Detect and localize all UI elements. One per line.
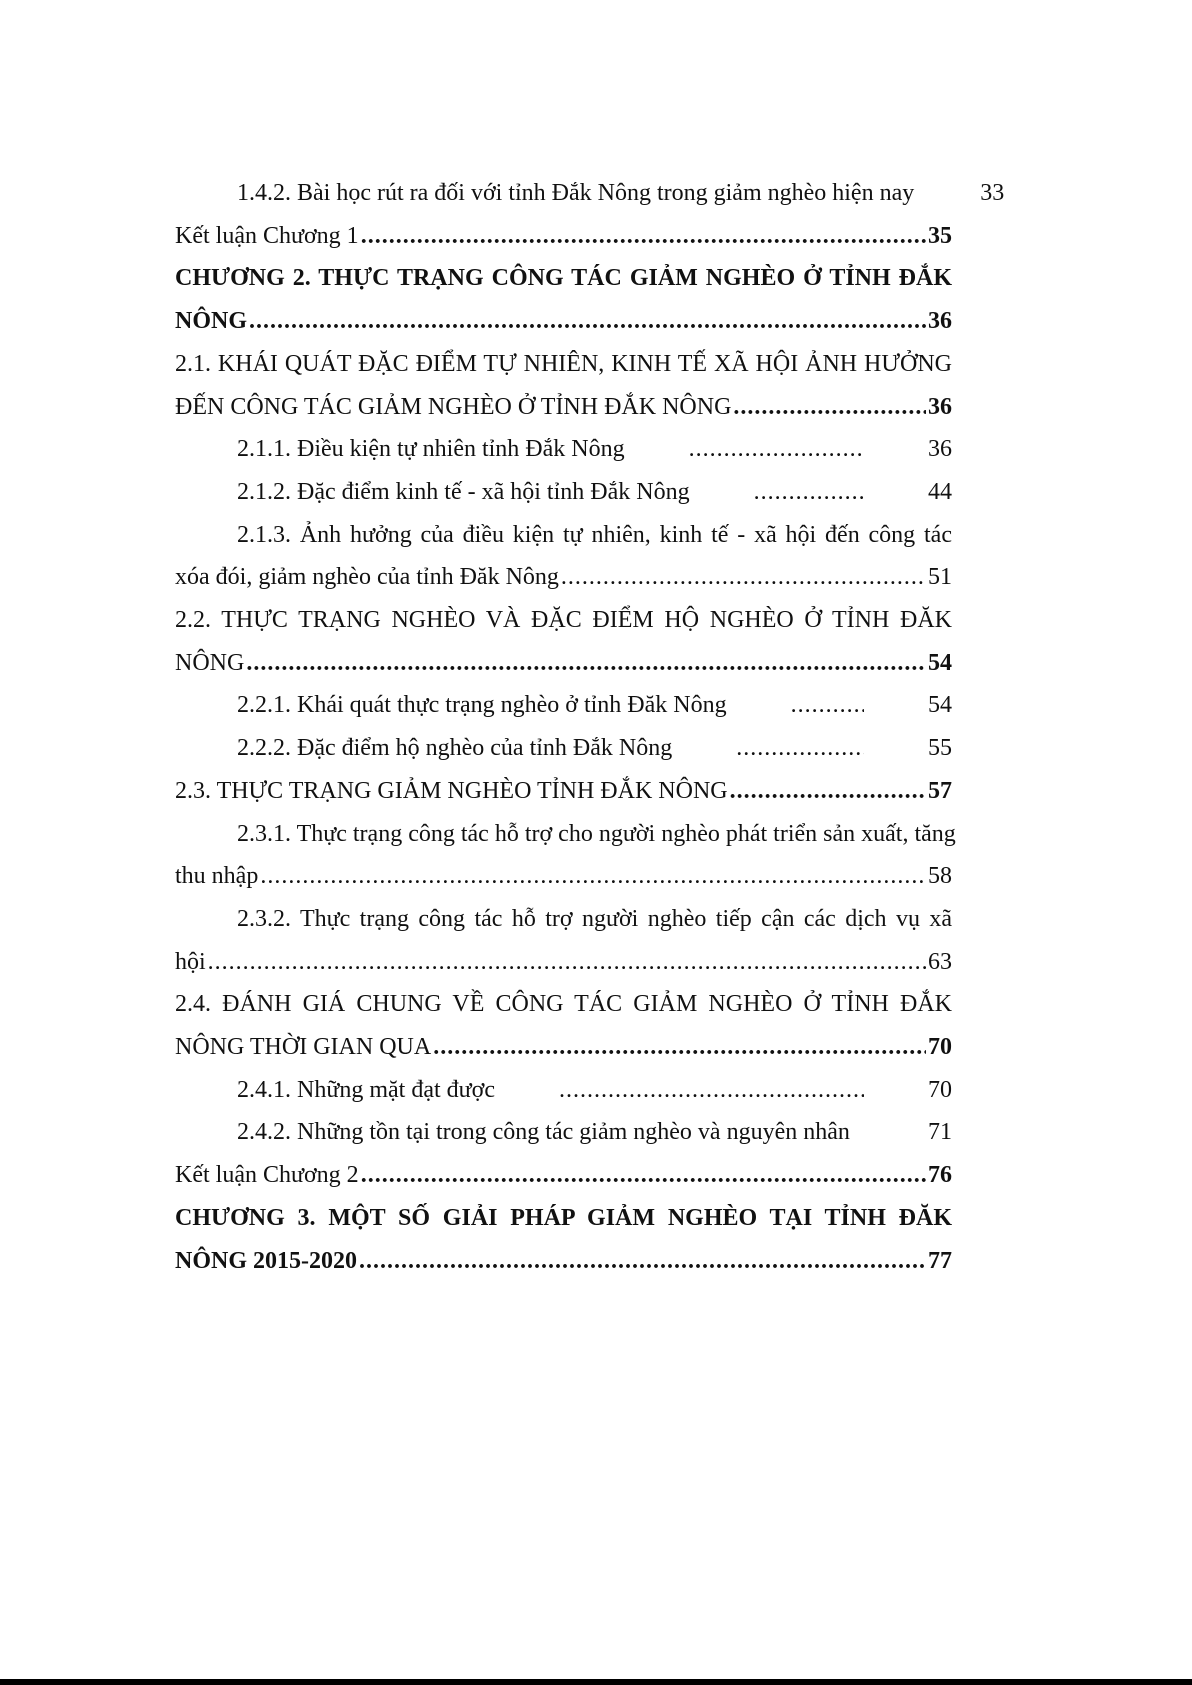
toc-page-number: 58	[928, 863, 952, 890]
toc-page-number: 36	[928, 436, 952, 463]
toc-entry-title: ĐẾN CÔNG TÁC GIẢM NGHÈO Ở TỈNH ĐẮK NÔNG	[175, 393, 732, 420]
toc-page-number: 71	[928, 1119, 952, 1146]
toc-entry-title-line1: 2.1.3. Ảnh hưởng của điều kiện tự nhiên, kinh tế - xã hội đến công tác	[237, 521, 952, 548]
toc-page-number: 70	[928, 1034, 952, 1061]
toc-leader-dots	[433, 1026, 926, 1069]
toc-leader-dots	[729, 684, 864, 727]
toc-entry	[175, 215, 952, 258]
toc-leader-dots	[852, 1111, 864, 1154]
toc-entry-title: 2.4.1. Những mặt đạt được	[237, 1076, 495, 1103]
toc-leader-dots	[733, 386, 926, 429]
toc-entry-title: hội	[175, 948, 206, 975]
toc-entry	[175, 898, 952, 983]
toc-entry	[175, 813, 956, 898]
toc-entry-title: thu nhập	[175, 863, 259, 890]
toc-entry	[175, 983, 952, 1068]
toc-entry-title-line1: 2.4. ĐÁNH GIÁ CHUNG VỀ CÔNG TÁC GIẢM NGHÈO Ở TỈNH ĐẮK	[175, 991, 952, 1018]
toc-leader-dots	[359, 1240, 926, 1283]
toc-leader-dots	[260, 855, 926, 898]
toc-entry	[175, 599, 952, 684]
toc-entry	[175, 428, 952, 471]
toc-entry	[175, 1154, 952, 1197]
toc-entry-title-line1: CHƯƠNG 2. THỰC TRẠNG CÔNG TÁC GIẢM NGHÈO Ở TỈNH ĐẮK	[175, 265, 952, 292]
toc-page-number: 51	[928, 564, 952, 591]
toc-entry-title: 2.2.2. Đặc điểm hộ nghèo của tỉnh Đắk Nông	[237, 735, 673, 762]
toc-entry	[175, 471, 952, 514]
toc-entry-title: NÔNG 2015-2020	[175, 1247, 357, 1274]
toc-entry	[175, 727, 952, 770]
toc-entry	[175, 770, 952, 813]
toc-leader-dots	[249, 300, 926, 343]
toc-page-number: 63	[928, 948, 952, 975]
toc-leader-dots	[730, 770, 926, 813]
toc-entry	[175, 684, 952, 727]
toc-entry	[175, 1069, 952, 1112]
toc-entry	[175, 514, 952, 599]
toc-leader-dots	[246, 642, 926, 685]
toc-page-number: 54	[928, 649, 952, 676]
toc-page-number: 70	[928, 1076, 952, 1103]
toc-entry-title: 1.4.2. Bài học rút ra đối với tỉnh Đắk Nông trong giảm nghèo hiện nay	[237, 180, 915, 206]
toc-leader-dots	[627, 428, 864, 471]
toc-page-number: 35	[928, 222, 952, 249]
toc-entry	[175, 343, 952, 428]
toc-entry-title-line1: 2.1. KHÁI QUÁT ĐẶC ĐIỂM TỰ NHIÊN, KINH TẾ XÃ HỘI ẢNH HƯỞNG	[175, 350, 952, 377]
toc-entry-title: NÔNG	[175, 649, 245, 676]
toc-leader-dots	[561, 556, 926, 599]
toc-leader-dots	[361, 1154, 926, 1197]
toc-page-number: 57	[928, 777, 952, 804]
toc-page-number: 36	[928, 308, 952, 335]
page-bottom-border	[0, 1679, 1192, 1685]
toc-entry	[175, 172, 1005, 215]
toc-entry-title: 2.4.2. Những tồn tại trong công tác giảm nghèo và nguyên nhân	[237, 1119, 850, 1146]
toc-page-number: 55	[928, 735, 952, 762]
toc-entry-title: NÔNG	[175, 308, 247, 335]
toc-entry-title-line1: CHƯƠNG 3. MỘT SỐ GIẢI PHÁP GIẢM NGHÈO TẠI TỈNH ĐĂK	[175, 1204, 952, 1231]
toc-entry-title: 2.1.2. Đặc điểm kinh tế - xã hội tỉnh Đắk Nông	[237, 478, 690, 505]
toc-page-number: 76	[928, 1162, 952, 1189]
toc-entry-title-line1: 2.3.2. Thực trạng công tác hỗ trợ người nghèo tiếp cận các dịch vụ xã	[237, 905, 952, 932]
toc-leader-dots	[208, 941, 926, 984]
toc-page-number: 54	[928, 692, 952, 719]
toc-entry-title: Kết luận Chương 1	[175, 222, 359, 249]
toc-entry-title: NÔNG THỜI GIAN QUA	[175, 1034, 432, 1061]
toc-leader-dots	[361, 215, 926, 258]
toc-entry	[175, 1111, 952, 1154]
toc-entry-title: 2.1.1. Điều kiện tự nhiên tỉnh Đắk Nông	[237, 436, 625, 463]
toc-leader-dots	[692, 471, 864, 514]
toc-page-number: 36	[928, 393, 952, 420]
toc-entry-title-line1: 2.3.1. Thực trạng công tác hỗ trợ cho người nghèo phát triển sản xuất, tăng	[237, 820, 956, 847]
toc-entry-title: xóa đói, giảm nghèo của tỉnh Đăk Nông	[175, 564, 559, 591]
toc-page-number: 77	[928, 1247, 952, 1274]
toc-page-number: 44	[928, 478, 952, 505]
toc-entry-title: 2.2.1. Khái quát thực trạng nghèo ở tỉnh Đăk Nông	[237, 692, 727, 719]
toc-entry	[175, 1197, 952, 1282]
toc-entry-title: 2.3. THỰC TRẠNG GIẢM NGHÈO TỈNH ĐẮK NÔNG	[175, 777, 728, 804]
toc-leader-dots	[674, 727, 864, 770]
toc-entry	[175, 257, 952, 342]
toc-entry-title: Kết luận Chương 2	[175, 1162, 359, 1189]
toc-entry-title-line1: 2.2. THỰC TRẠNG NGHÈO VÀ ĐẶC ĐIỂM HỘ NGHÈO Ở TỈNH ĐĂK	[175, 607, 952, 634]
table-of-contents	[175, 172, 1005, 1282]
toc-page-number: 33	[980, 180, 1005, 206]
toc-leader-dots	[497, 1069, 864, 1112]
